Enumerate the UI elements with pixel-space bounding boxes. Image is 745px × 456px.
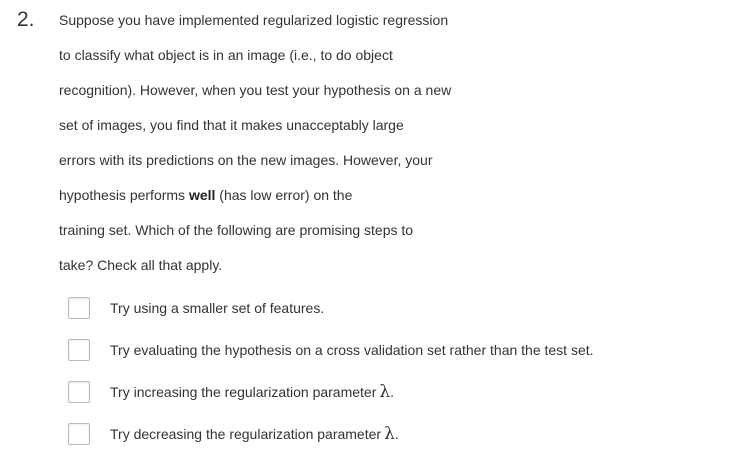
prompt-line: training set. Which of the following are promising steps to xyxy=(59,222,414,238)
prompt-line: Suppose you have implemented regularized logistic regression xyxy=(59,12,449,28)
option-suffix: . xyxy=(394,426,399,442)
question-prompt xyxy=(59,3,519,283)
option-checkbox[interactable] xyxy=(68,339,90,361)
prompt-line xyxy=(59,178,519,213)
option-label[interactable]: Try evaluating the hypothesis on a cross validation set rather than the test set. xyxy=(110,342,594,358)
option-smaller-features[interactable] xyxy=(68,287,738,329)
option-label-wrapper[interactable] xyxy=(110,424,399,444)
lambda-symbol: λ xyxy=(379,382,391,402)
option-suffix: . xyxy=(390,384,395,400)
option-label: Try increasing the regularization parameter xyxy=(110,384,377,400)
option-label-wrapper[interactable] xyxy=(110,382,394,402)
option-decrease-lambda[interactable] xyxy=(68,413,738,455)
prompt-line: set of images, you find that it makes unacceptably large xyxy=(59,117,404,133)
option-label[interactable]: Try using a smaller set of features. xyxy=(110,300,325,316)
prompt-line: recognition). However, when you test your hypothesis on a new xyxy=(59,82,452,98)
prompt-emphasis: well xyxy=(188,187,216,203)
prompt-line: to classify what object is in an image (i.e., to do object xyxy=(59,47,393,63)
lambda-symbol: λ xyxy=(384,424,395,444)
option-increase-lambda[interactable] xyxy=(68,371,738,413)
prompt-text: hypothesis performs xyxy=(59,187,189,203)
option-checkbox[interactable] xyxy=(68,297,90,319)
option-checkbox[interactable] xyxy=(68,381,90,403)
answer-options xyxy=(68,287,738,455)
option-checkbox[interactable] xyxy=(68,423,90,445)
prompt-line: errors with its predictions on the new images. However, your xyxy=(59,152,433,168)
question-number: 2. xyxy=(17,8,35,31)
option-cross-validation[interactable] xyxy=(68,329,738,371)
prompt-text: (has low error) on the xyxy=(215,187,353,203)
option-label: Try decreasing the regularization parameter xyxy=(110,426,382,442)
prompt-line: take? Check all that apply. xyxy=(59,257,223,273)
